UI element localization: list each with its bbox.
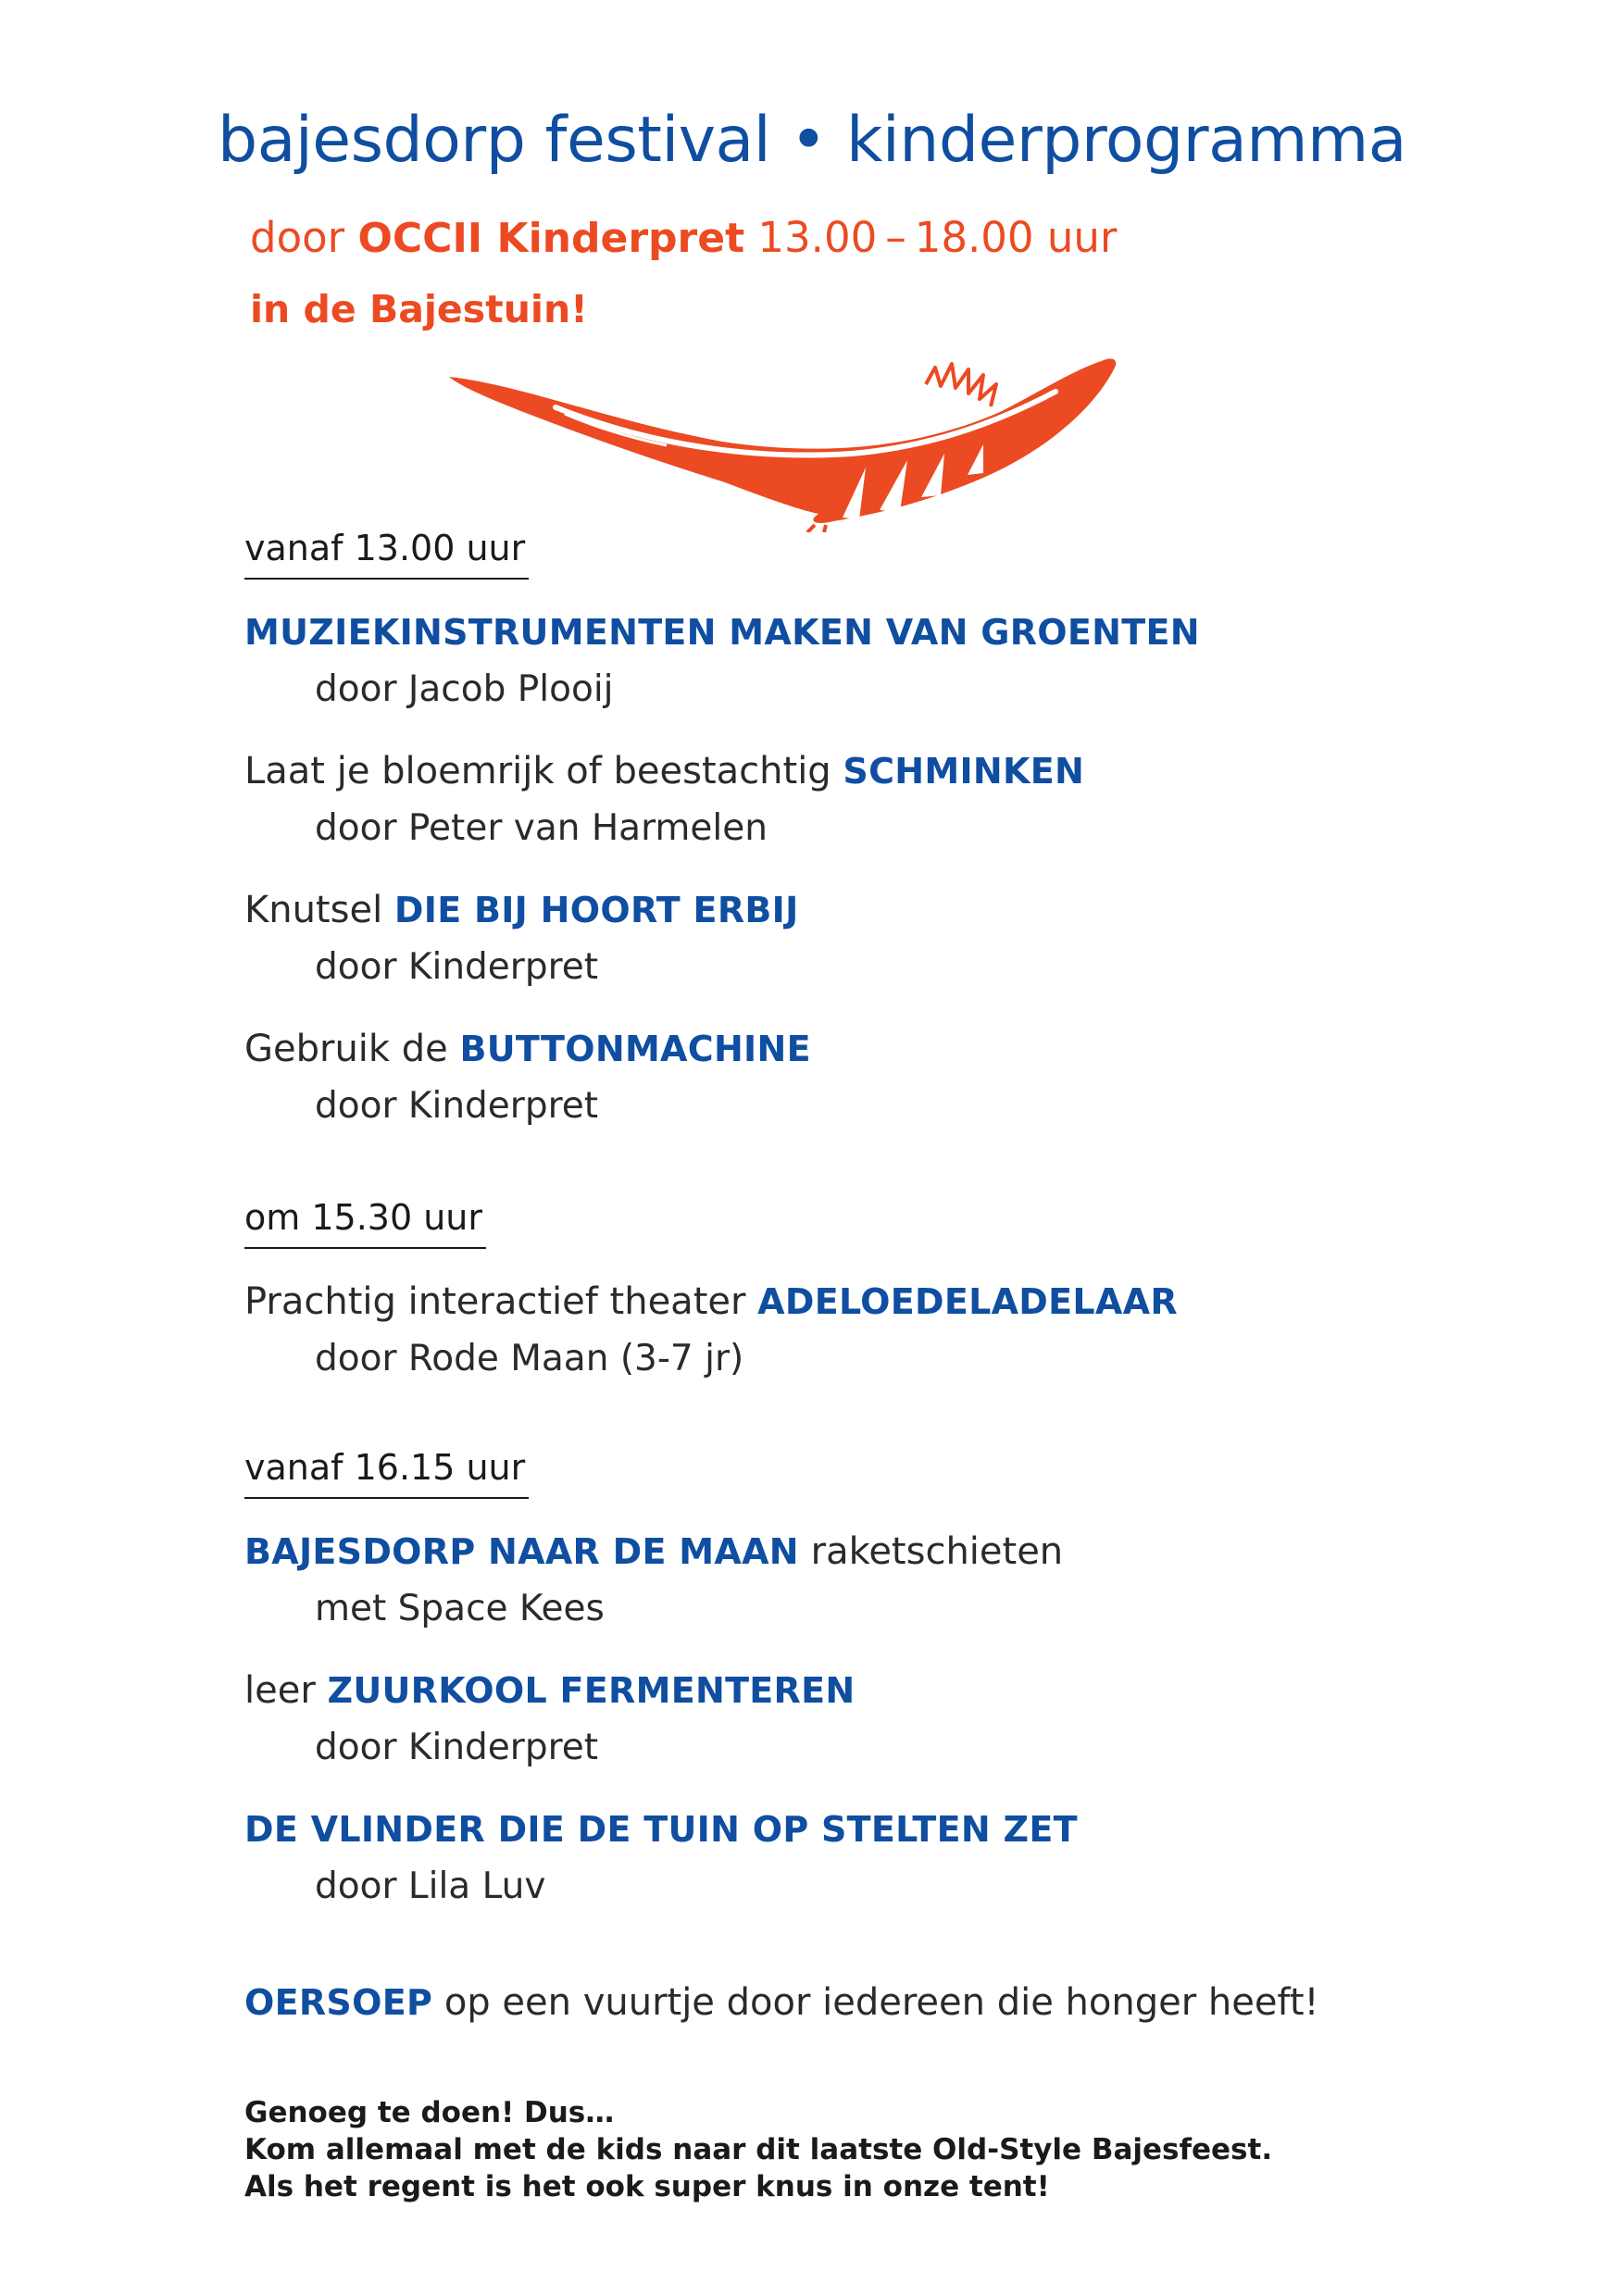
program-item-by: door Rode Maan (3-7 jr)	[315, 1338, 744, 1379]
location: in de Bajestuin!	[250, 287, 588, 331]
section-heading-1615: vanaf 16.15 uur	[244, 1447, 529, 1499]
activity-title: BAJESDORP NAAR DE MAAN	[244, 1531, 799, 1572]
program-item-by: door Lila Luv	[315, 1866, 546, 1907]
activity-title: OERSOEP	[244, 1982, 433, 2023]
program-item: Prachtig interactief theater ADELOEDELADELAAR	[244, 1280, 1178, 1323]
section-heading-1530: om 15.30 uur	[244, 1197, 486, 1249]
oersoep-line: OERSOEP op een vuurtje door iedereen die honger heeft!	[244, 1981, 1319, 2024]
event-time: 13.00 – 18.00 uur	[757, 213, 1118, 262]
section-heading-1300: vanaf 13.00 uur	[244, 528, 529, 580]
activity-title: MUZIEKINSTRUMENTEN MAKEN VAN GROENTEN	[244, 612, 1200, 653]
program-item-by: door Kinderpret	[315, 1727, 599, 1768]
program-item-by: door Peter van Harmelen	[315, 807, 768, 849]
program-item-by: door Jacob Plooij	[315, 668, 614, 710]
program-item	[244, 1808, 1078, 1851]
program-item-by: door Kinderpret	[315, 946, 599, 988]
feather-icon	[444, 356, 1130, 532]
program-item	[244, 611, 1200, 654]
activity-title: SCHMINKEN	[843, 751, 1085, 792]
program-item-by: met Space Kees	[315, 1588, 605, 1629]
page-title: bajesdorp festival • kinderprogramma	[218, 104, 1406, 177]
closing-line: Als het regent is het ook super knus in onze tent!	[244, 2170, 1050, 2203]
activity-title: ADELOEDELADELAAR	[757, 1281, 1178, 1322]
organizer-name: OCCII Kinderpret	[357, 215, 745, 262]
closing-text	[244, 2094, 1272, 2205]
subtitle	[250, 213, 1117, 262]
program-item: Knutsel DIE BIJ HOORT ERBIJ	[244, 889, 799, 931]
activity-title: BUTTONMACHINE	[459, 1029, 811, 1069]
closing-line: Genoeg te doen! Dus…	[244, 2096, 615, 2129]
activity-title: ZUURKOOL FERMENTEREN	[327, 1670, 856, 1711]
activity-title: DE VLINDER DIE DE TUIN OP STELTEN ZET	[244, 1809, 1078, 1850]
program-item: Laat je bloemrijk of beestachtig SCHMINKEN	[244, 750, 1085, 792]
program-item: BAJESDORP NAAR DE MAAN raketschieten	[244, 1530, 1064, 1573]
closing-line: Kom allemaal met de kids naar dit laatste Old-Style Bajesfeest.	[244, 2133, 1273, 2166]
program-item-by: door Kinderpret	[315, 1085, 599, 1127]
program-item: Gebruik de BUTTONMACHINE	[244, 1028, 811, 1070]
program-item: leer ZUURKOOL FERMENTEREN	[244, 1669, 856, 1712]
activity-title: DIE BIJ HOORT ERBIJ	[394, 890, 799, 930]
subtitle-prefix: door	[250, 213, 345, 262]
